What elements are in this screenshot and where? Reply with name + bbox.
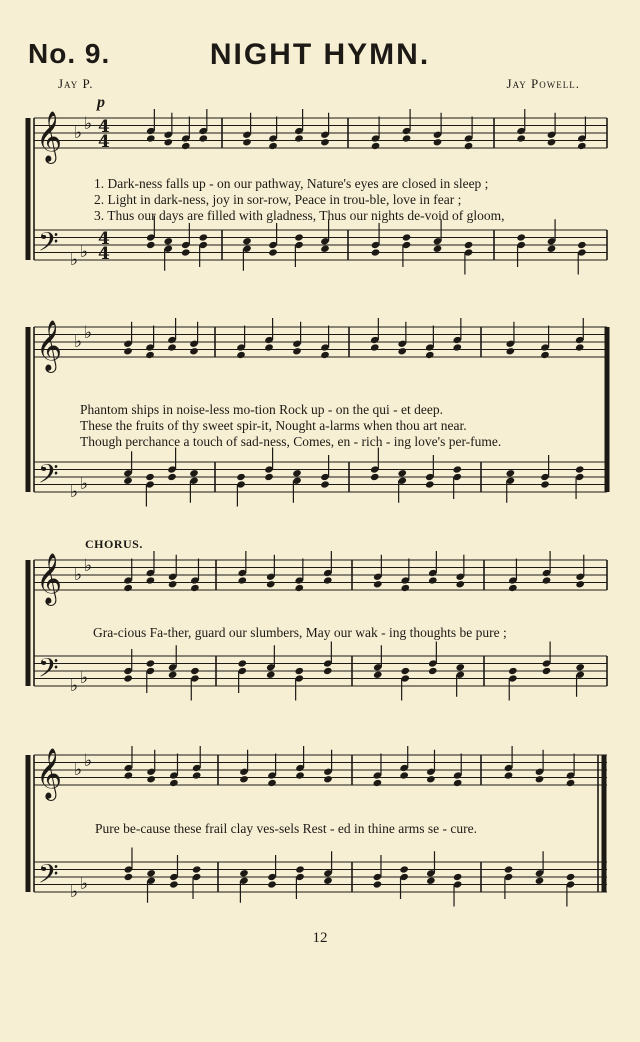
note-head bbox=[455, 580, 465, 588]
note-head bbox=[236, 351, 246, 359]
note-head bbox=[506, 347, 516, 355]
note-head bbox=[504, 865, 514, 873]
note-head bbox=[373, 671, 383, 679]
note-head bbox=[168, 671, 178, 679]
lyric-line: Pure be-cause these frail clay ves-sels Rest - ed in thine arms se - cure. bbox=[95, 821, 477, 836]
note-head bbox=[464, 142, 474, 150]
note-head bbox=[428, 576, 438, 584]
hymn-number: No. 9. bbox=[28, 38, 111, 69]
note-head bbox=[399, 865, 409, 873]
note-head bbox=[295, 865, 305, 873]
note-head bbox=[264, 473, 274, 481]
note-head bbox=[371, 248, 381, 256]
note-head bbox=[402, 233, 412, 241]
note-head bbox=[146, 775, 156, 783]
note-head bbox=[400, 584, 410, 592]
flat-icon: ♭ bbox=[80, 474, 89, 494]
note-head bbox=[542, 667, 552, 675]
note-head bbox=[453, 873, 463, 881]
lyric-line: 1. Dark-ness falls up - on our pathway, Nature's eyes are closed in sleep ; bbox=[94, 176, 489, 191]
note-head bbox=[198, 134, 208, 142]
flat-icon: ♭ bbox=[80, 242, 89, 262]
note-head bbox=[181, 248, 191, 256]
note-head bbox=[190, 667, 200, 675]
note-head bbox=[124, 873, 134, 881]
composer-credit: Jay Powell. bbox=[506, 76, 580, 91]
note-head bbox=[402, 134, 412, 142]
note-head bbox=[453, 779, 463, 787]
note-head bbox=[168, 580, 178, 588]
flat-icon: ♭ bbox=[84, 323, 93, 343]
note-head bbox=[508, 584, 518, 592]
note-head bbox=[268, 248, 278, 256]
flat-icon: ♭ bbox=[84, 751, 93, 771]
note-head bbox=[566, 873, 576, 881]
note-head bbox=[323, 877, 333, 885]
note-head bbox=[373, 880, 383, 888]
note-head bbox=[464, 241, 474, 249]
note-head bbox=[323, 775, 333, 783]
lyric-line: Gra-cious Fa-ther, guard our slumbers, May our wak - ing thoughts be pure ; bbox=[93, 625, 507, 640]
note-head bbox=[575, 580, 585, 588]
note-head bbox=[370, 473, 380, 481]
lyric-line: 2. Light in dark-ness, joy in sor-row, Peace in trou-ble, love in fear ; bbox=[94, 192, 462, 207]
note-head bbox=[575, 663, 585, 671]
lyrics-system-4 bbox=[95, 821, 477, 837]
note-head bbox=[236, 473, 246, 481]
lyrics-system-2 bbox=[80, 402, 501, 450]
note-head bbox=[320, 480, 330, 488]
note-head bbox=[267, 880, 277, 888]
note-head bbox=[169, 880, 179, 888]
note-head bbox=[123, 347, 133, 355]
time-signature-digit: 4 bbox=[98, 244, 110, 264]
note-head bbox=[566, 779, 576, 787]
note-head bbox=[163, 237, 173, 245]
note-head bbox=[167, 343, 177, 351]
time-signature-digit: 4 bbox=[98, 229, 110, 249]
note-head bbox=[540, 480, 550, 488]
note-head bbox=[145, 351, 155, 359]
bass-clef-icon: 𝄢 bbox=[38, 652, 59, 690]
flat-icon: ♭ bbox=[70, 250, 79, 270]
note-head bbox=[242, 138, 252, 146]
note-head bbox=[508, 667, 518, 675]
note-head bbox=[433, 138, 443, 146]
note-head bbox=[575, 465, 585, 473]
lyrics-system-1 bbox=[94, 176, 504, 224]
note-head bbox=[294, 667, 304, 675]
note-head bbox=[397, 469, 407, 477]
treble-clef-icon: 𝄞 bbox=[36, 320, 63, 371]
note-head bbox=[266, 580, 276, 588]
note-head bbox=[320, 138, 330, 146]
note-head bbox=[433, 245, 443, 253]
note-head bbox=[370, 343, 380, 351]
chorus-label: CHORUS. bbox=[85, 537, 143, 551]
note-head bbox=[169, 779, 179, 787]
note-head bbox=[428, 667, 438, 675]
lyric-line: 3. Thus our days are filled with gladness, Thus our nights de-void of gloom, bbox=[94, 208, 505, 223]
note-head bbox=[547, 245, 557, 253]
note-head bbox=[452, 465, 462, 473]
note-head bbox=[506, 469, 516, 477]
note-head bbox=[163, 138, 173, 146]
note-head bbox=[295, 771, 305, 779]
lyric-line: Phantom ships in noise-less mo-tion Rock up - on the qui - et deep. bbox=[80, 402, 443, 417]
note-head bbox=[239, 869, 249, 877]
note-head bbox=[264, 343, 274, 351]
flat-icon: ♭ bbox=[70, 676, 79, 696]
note-head bbox=[371, 142, 381, 150]
note-head bbox=[192, 865, 202, 873]
note-head bbox=[294, 584, 304, 592]
time-signature-digit: 4 bbox=[98, 117, 110, 137]
note-head bbox=[123, 477, 133, 485]
note-head bbox=[504, 771, 514, 779]
note-head bbox=[192, 771, 202, 779]
note-head bbox=[292, 347, 302, 355]
note-head bbox=[575, 343, 585, 351]
note-head bbox=[455, 663, 465, 671]
note-head bbox=[198, 233, 208, 241]
note-head bbox=[268, 142, 278, 150]
note-head bbox=[426, 877, 436, 885]
flat-icon: ♭ bbox=[74, 565, 83, 585]
bass-clef-icon: 𝄢 bbox=[38, 858, 59, 896]
note-head bbox=[323, 576, 333, 584]
flat-icon: ♭ bbox=[80, 874, 89, 894]
flat-icon: ♭ bbox=[70, 882, 79, 902]
note-head bbox=[400, 667, 410, 675]
note-head bbox=[425, 480, 435, 488]
note-head bbox=[542, 576, 552, 584]
note-head bbox=[320, 351, 330, 359]
note-head bbox=[146, 241, 156, 249]
note-head bbox=[547, 138, 557, 146]
note-head bbox=[237, 659, 247, 667]
note-head bbox=[146, 576, 156, 584]
lyric-line: Though perchance a touch of sad-ness, Comes, en - rich - ing love's per-fume. bbox=[80, 434, 502, 449]
treble-clef-icon: 𝄞 bbox=[36, 553, 63, 604]
note-head bbox=[292, 469, 302, 477]
bass-clef-icon: 𝄢 bbox=[38, 226, 59, 264]
note-head bbox=[190, 584, 200, 592]
note-head bbox=[123, 674, 133, 682]
note-head bbox=[266, 671, 276, 679]
note-head bbox=[373, 779, 383, 787]
note-head bbox=[239, 775, 249, 783]
note-head bbox=[189, 347, 199, 355]
note-head bbox=[397, 347, 407, 355]
note-head bbox=[373, 580, 383, 588]
treble-clef-icon: 𝄞 bbox=[36, 111, 63, 162]
note-head bbox=[294, 233, 304, 241]
note-head bbox=[123, 584, 133, 592]
note-head bbox=[516, 134, 526, 142]
flat-icon: ♭ bbox=[84, 556, 93, 576]
hymn-title: NIGHT HYMN. bbox=[209, 38, 431, 71]
treble-clef-icon: 𝄞 bbox=[36, 748, 63, 799]
note-head bbox=[577, 241, 587, 249]
page-number: 12 bbox=[312, 930, 328, 946]
lyrics-system-3 bbox=[93, 625, 507, 641]
lyric-line: These the fruits of thy sweet spir-it, Nought a-larms when thou art near. bbox=[80, 418, 467, 433]
flat-icon: ♭ bbox=[84, 114, 93, 134]
note-head bbox=[145, 473, 155, 481]
note-head bbox=[189, 469, 199, 477]
note-head bbox=[323, 667, 333, 675]
flat-icon: ♭ bbox=[70, 482, 79, 502]
flat-icon: ♭ bbox=[80, 668, 89, 688]
lyricist-credit: Jay P. bbox=[58, 76, 94, 91]
note-head bbox=[294, 134, 304, 142]
note-head bbox=[535, 775, 545, 783]
bass-clef-icon: 𝄢 bbox=[38, 458, 59, 496]
note-head bbox=[425, 351, 435, 359]
note-head bbox=[535, 877, 545, 885]
flat-icon: ♭ bbox=[74, 332, 83, 352]
note-head bbox=[452, 343, 462, 351]
note-head bbox=[167, 473, 177, 481]
note-head bbox=[426, 775, 436, 783]
note-head bbox=[146, 659, 156, 667]
note-head bbox=[242, 237, 252, 245]
note-head bbox=[577, 142, 587, 150]
note-head bbox=[181, 142, 191, 150]
note-head bbox=[146, 134, 156, 142]
note-head bbox=[124, 771, 134, 779]
note-head bbox=[267, 779, 277, 787]
flat-icon: ♭ bbox=[74, 760, 83, 780]
note-head bbox=[540, 351, 550, 359]
flat-icon: ♭ bbox=[74, 123, 83, 143]
note-head bbox=[146, 869, 156, 877]
note-head bbox=[399, 771, 409, 779]
note-head bbox=[320, 245, 330, 253]
note-head bbox=[516, 233, 526, 241]
dynamic-marking: p bbox=[97, 94, 105, 111]
note-head bbox=[237, 576, 247, 584]
time-signature-digit: 4 bbox=[98, 132, 110, 152]
